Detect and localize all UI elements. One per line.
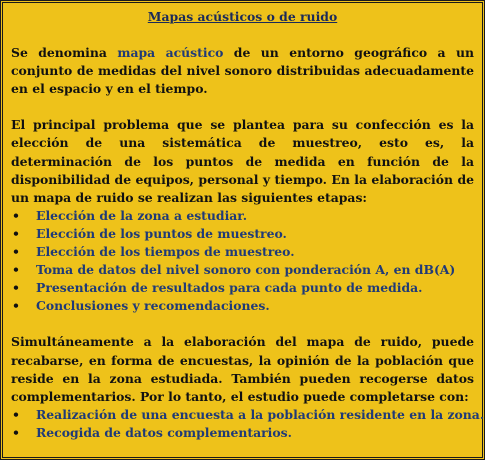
definition-text-before: Se denomina (11, 45, 118, 61)
bullet-icon: • (12, 298, 20, 314)
list-item-text: Presentación de resultados para cada punto de medida. (36, 280, 423, 296)
bullet-icon: • (12, 280, 20, 296)
bullet-icon: • (12, 244, 20, 260)
bullet-icon: • (12, 424, 20, 440)
list-item (11, 207, 474, 225)
highlighted-term: mapa acústico (117, 45, 224, 61)
survey-paragraph: Simultáneamente a la elaboración del mapa de ruido, puede recabarse, en forma de encuestas, la opinión de la población que reside en la zona estudiada. También pueden recogerse datos complementarios. Por lo tanto, el estudio puede completarse con: (11, 334, 474, 404)
paragraph-spacer (11, 98, 474, 116)
stages-list (11, 207, 474, 316)
definition-text-after: de un entorno geográfico a un conjunto de medidas del nivel sonoro distribuidas adecuadamente en el espacio y en el tiempo. (11, 45, 474, 97)
bullet-icon: • (12, 207, 20, 223)
list-item (11, 261, 474, 279)
list-item (11, 297, 474, 315)
list-item-text: Elección de la zona a estudiar. (36, 207, 248, 223)
bullet-icon: • (12, 262, 20, 278)
list-item (11, 279, 474, 297)
list-item (11, 424, 474, 442)
paragraph-spacer (11, 315, 474, 333)
bullet-icon: • (12, 225, 20, 241)
list-item (11, 225, 474, 243)
extras-list (11, 406, 485, 442)
list-item (11, 243, 474, 261)
definition-paragraph (11, 44, 474, 98)
list-item-text: Elección de los puntos de muestreo. (36, 225, 287, 241)
list-item (11, 406, 485, 424)
list-item-text: Recogida de datos complementarios. (36, 424, 292, 440)
document-title: Mapas acústicos o de ruido (147, 9, 338, 24)
list-item-text: Conclusiones y recomendaciones. (36, 298, 270, 314)
list-item-text: Elección de los tiempos de muestreo. (36, 244, 295, 260)
list-item-text: Realización de una encuesta a la población residente en la zona. (36, 406, 485, 422)
problem-paragraph: El principal problema que se plantea para su confección es la elección de una sistemática de muestreo, esto es, la determinación de los puntos de medida en función de la disponibilidad de equipos, personal y tiempo. En la elaboración de un mapa de ruido se realizan las siguientes etapas: (11, 117, 474, 205)
list-item-text: Toma de datos del nivel sonoro con ponderación A, en dB(A) (36, 262, 456, 278)
bullet-icon: • (12, 406, 20, 422)
